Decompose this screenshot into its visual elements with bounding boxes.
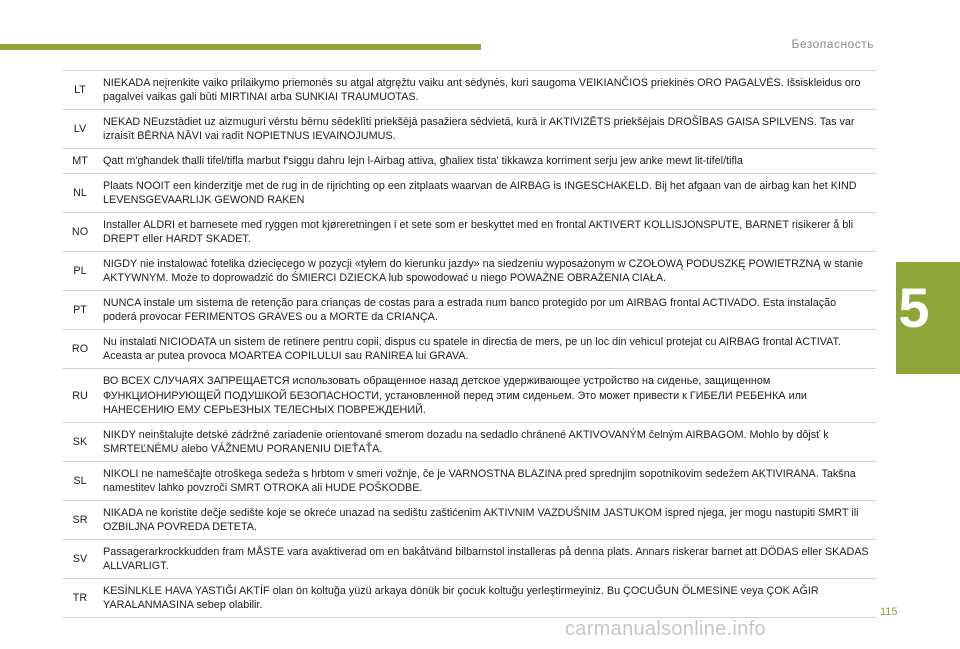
table-row: [63, 149, 876, 174]
page-number: 115: [880, 606, 898, 618]
warning-text: Nu instalati NICIODATA un sistem de retinere pentru copii, dispus cu spatele in directia de mers, pe un loc din vehicul protejat cu AIRBAG frontal ACTIVAT. Aceasta ar putea provoca MOARTEA COPILULUI sau RANIREA lui GRAVA.: [97, 330, 876, 369]
language-code: SV: [63, 539, 97, 578]
language-code: LT: [63, 71, 97, 110]
language-code: LV: [63, 110, 97, 149]
table-row: [63, 500, 876, 539]
table-row: [63, 291, 876, 330]
language-code: SL: [63, 461, 97, 500]
table-row: [63, 539, 876, 578]
language-code: MT: [63, 149, 97, 174]
warning-text: NUNCA instale um sistema de retenção para crianças de costas para a estrada num banco protegido por um AIRBAG frontal ACTIVADO. Esta instalação poderá provocar FERIMENTOS GRAVES ou a MORTE da CRIANÇA.: [97, 291, 876, 330]
warning-text: Qatt m'għandek tħalli tifel/tifla marbut f'siggu dahru lejn l-Airbag attiva, għaliex tista' tikkawza korriment serju jew anke mewt lit-tifel/tifla: [97, 149, 876, 174]
warning-text: Plaats NOOIT een kinderzitje met de rug in de rijrichting op een zitplaats waarvan de AIRBAG is INGESCHAKELD. Bij het afgaan van de airbag kan het KIND LEVENSGEVAARLIJK GEWOND RAKEN: [97, 174, 876, 213]
airbag-warning-table: [63, 70, 876, 618]
warning-text: KESİNLKLE HAVA YASTIĞI AKTİF olan ön koltuğa yüzü arkaya dönük bir çocuk koltuğu yerleştirmeyiniz. Bu ÇOCUĞUN ÖLMESİNE veya ÇOK AĞIR YARALANMASINA sebep olabilir.: [97, 578, 876, 617]
table-row: [63, 461, 876, 500]
table-row: [63, 422, 876, 461]
warning-text: NIKOLI ne nameščajte otroškega sedeža s hrbtom v smeri vožnje, če je VARNOSTNA BLAZINA pred sprednjim sopotnikovim sedežem AKTIVIRANA. Takšna namestitev lahko povzroči SMRT OTROKA ali HUDE POŠKODBE.: [97, 461, 876, 500]
warning-text: NIKADA ne koristite dečje sedište koje se okreće unazad na sedištu zaštićenim AKTIVNIM VAZDUŠNIM JASTUKOM ispred njega, jer mogu nastupiti SMRT ili OZBILJNA POVREDA DETETA.: [97, 500, 876, 539]
language-code: RO: [63, 330, 97, 369]
warning-text: Installer ALDRI et barnesete med ryggen mot kjøreretningen i et sete som er beskyttet med en frontal AKTIVERT KOLLISJONSPUTE, BARNET risikerer å bli DREPT eller HARDT SKADET.: [97, 213, 876, 252]
warning-text: ВО ВСЕХ СЛУЧАЯХ ЗАПРЕЩАЕТСЯ использовать обращенное назад детское удерживающее устройство на сиденье, защищенном ФУНКЦИОНИРУЮЩЕЙ ПОДУШКОЙ БЕЗОПАСНОСТИ, установленной перед этим сиденьем. Это может привести к ГИБЕЛИ РЕБЕНКА или НАНЕСЕНИЮ ЕМУ СЕРЬЕЗНЫХ ТЕЛЕСНЫХ ПОВРЕЖДЕНИЙ.: [97, 369, 876, 422]
table-row: [63, 578, 876, 617]
table-row: [63, 174, 876, 213]
warning-text: Passagerarkrockkudden fram MÅSTE vara avaktiverad om en bakåtvänd bilbarnstol installeras på denna plats. Annars riskerar barnet att DÖDAS eller SKADAS ALLVARLIGT.: [97, 539, 876, 578]
language-code: PT: [63, 291, 97, 330]
table-row: [63, 213, 876, 252]
language-code: NL: [63, 174, 97, 213]
chapter-number: 5: [898, 276, 930, 339]
language-code: SR: [63, 500, 97, 539]
warning-text: NIGDY nie instalować fotelika dziecięcego w pozycji «tyłem do kierunku jazdy» na siedzeniu wyposażonym w CZOŁOWĄ PODUSZKĘ POWIETRZNĄ w stanie AKTYWNYM. Może to doprowadzić do ŚMIERCI DZIECKA lub spowodować u niego POWAŻNE OBRAŻENIA CIAŁA.: [97, 252, 876, 291]
table-row: [63, 252, 876, 291]
watermark: carmanualsonline.info: [565, 618, 766, 640]
language-code: TR: [63, 578, 97, 617]
language-code: SK: [63, 422, 97, 461]
warning-text: NEKAD NEuzstādiet uz aizmuguri vērstu bērnu sēdeklīti priekšējā pasažiera sēdvietā, kurā ir AKTIVIZĒTS priekšējais DROŠĪBAS GAISA SPILVENS. Tas var izraisīt BĒRNA NĀVI vai radīt NOPIETNUS IEVAINOJUMUS.: [97, 110, 876, 149]
table-row: [63, 110, 876, 149]
language-code: PL: [63, 252, 97, 291]
section-title: Безопасность: [791, 37, 874, 51]
warning-text: NIEKADA neįrenkite vaiko prilaikymo priemonės su atgal atgręžtu vaiku ant sėdynės, kuri saugoma VEIKIANČIOS priekinės ORO PAGALVĖS. Išsiskleidus oro pagalvei vaikas gali būti MIRTINAI arba SUNKIAI TRAUMUOTAS.: [97, 71, 876, 110]
table-row: [63, 71, 876, 110]
table-row: [63, 330, 876, 369]
table-row: [63, 369, 876, 422]
language-code: NO: [63, 213, 97, 252]
header-accent-bar: [0, 44, 481, 50]
warning-text: NIKDY neinštalujte detské zádržné zariadenie orientované smerom dozadu na sedadlo chránené AKTIVOVANÝM čelným AIRBAGOM. Mohlo by dôjsť k SMRTEĽNÉMU alebo VÁŽNEMU PORANENIU DIEŤAŤA.: [97, 422, 876, 461]
language-code: RU: [63, 369, 97, 422]
